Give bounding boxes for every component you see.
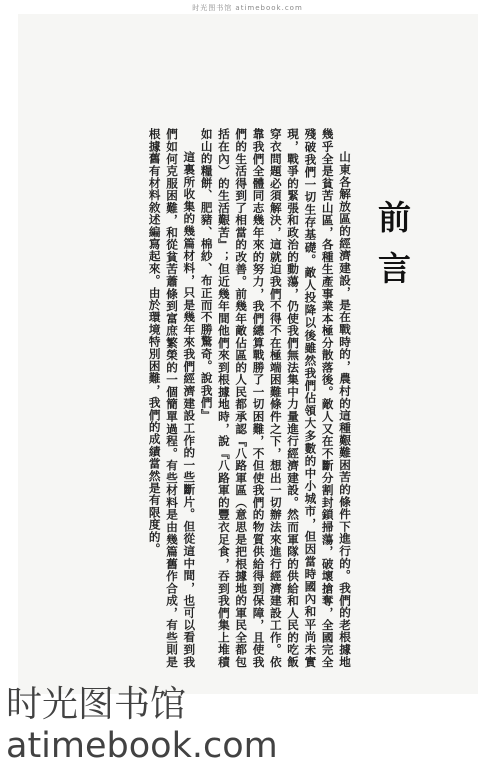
site-watermark-url: atimebook.com xyxy=(6,726,278,766)
page-heading: 前言 xyxy=(373,200,412,302)
site-watermark-chinese: 时光图书馆 xyxy=(6,684,187,725)
site-header-mark: 时光图书馆 atimebook.com xyxy=(192,4,303,12)
document-body xyxy=(79,128,353,668)
body-paragraph: 山東各解放區的經濟建設，是在戰時的，農村的這種艱難困苦的條件下進行的。我們的老根據地幾乎全是貧苦山區，各種生產事業本極分散落後。敵人又在不斷分割封鎖掃蕩，破壞搶奪，全國完全殘破我們一切生存基礎。敵人投降以後雖然我們佔領大多數的中小城市，但因當時國內和平尚未實現，戰爭的緊張和政治的動蕩，仍使我們無法集中力量進行經濟建設。然而軍隊的供給和人民的吃飯穿衣問題必須解決，這就迫我們不得不在極端困難條件之下，想出一切辦法來進行經濟建設工作。依靠我們全體同志幾年來的努力，我們總算戰勝了一切困難，不但使我們的物質供給得到保障，且使我們的生活得到了相當的改善。前幾年敵佔區的人民都承認『八路軍區（意思是把根據地的軍民全都包括在內）的生活艱苦』；但近幾年間他們來到根據地時，說『八路軍的豐衣足食，吞到我們集上堆積如山的糧餅、肥豬、棉紗、布正而不勝驚奇。說我們』 xyxy=(199,128,352,668)
body-paragraph: 這裏所收集的幾篇材料，只是幾年來我們經濟建設工作的一些斷片。但從這中間，也可以看到我們如何克服困難，和從貧苦蕭條到富庶繁榮的一個簡單過程。有些材料是由幾篇舊作合成，有些則是根據舊有材料敘述編寫起來。由於環境特別困難，我們的成績當然是有限度的。 xyxy=(147,128,197,668)
